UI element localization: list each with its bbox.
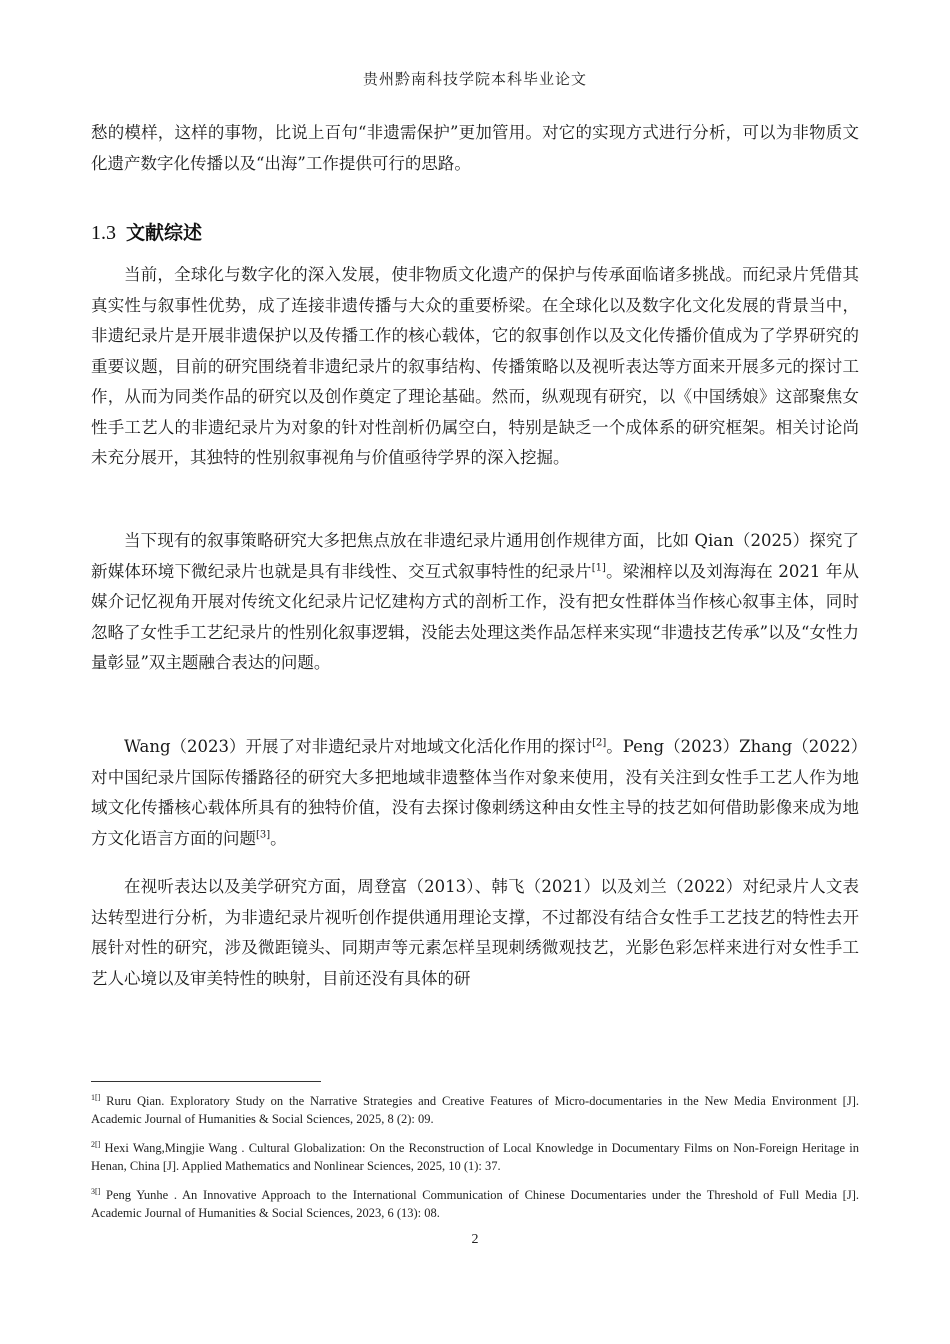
citation-ref-3[interactable]: [3] [256,829,271,840]
paragraph-text: 。梁湘梓以及刘海海在 2021 年从媒介记忆视角开展对传统文化纪录片记忆建构方式的剖析工作，没有把女性群体当作核心叙事主体，同时忽略了女性手工艺纪录片的性别化叙事逻辑，没能去处理这类作品怎样来实现“非遗技艺传承”以及“女性力量彰显”双主题融合表达的问题。 [91,561,860,672]
footnote-mark: 3[] [91,1186,101,1196]
paragraph-narrative-strategy [91,526,859,679]
footnote-divider [91,1081,321,1082]
footnote-1 [91,1092,859,1128]
section-number: 1.3 [91,222,116,244]
footnote-mark: 2[] [91,1139,101,1149]
paragraph-text: Wang（2023）开展了对非遗纪录片对地域文化活化作用的探讨 [124,737,593,756]
footnote-text: Hexi Wang,Mingjie Wang . Cultural Globalization: On the Reconstruction of Local Knowledge in Documentary Films on Non-Foreign Heritage in Henan, China [J]. Applied Mathematics and Nonlinear Sciences, 2025, 10 (1): 37. [91,1141,859,1173]
paragraph-regional-culture [91,732,859,854]
page-header: 贵州黔南科技学院本科毕业论文 [362,70,587,88]
section-heading [91,218,202,245]
paragraph-audiovisual: 在视听表达以及美学研究方面，周登富（2013）、韩飞（2021）以及刘兰（2022）对纪录片人文表达转型进行分析，为非遗纪录片视听创作提供通用理论支撑，不过都没有结合女性手工艺技艺的特性去开展针对性的研究，涉及微距镜头、同期声等元素怎样呈现刺绣微观技艺，光影色彩怎样来进行对女性手工艺人心境以及审美特性的映射，目前还没有具体的研 [91,877,859,988]
paragraph-text: 。Peng（2023）Zhang（2022）对中国纪录片国际传播路径的研究大多把地域非遗整体当作对象来使用，没有关注到女性手工艺人作为地域文化传播核心载体所具有的独特价值，没有去探讨像刺绣这种由女性主导的技艺如何借助影像来成为地方文化语言方面的问题 [91,737,859,848]
paragraph-text: 当下现有的叙事策略研究大多把焦点放在非遗纪录片通用创作规律方面，比如 Qian（2025）探究了新媒体环境下微纪录片也就是具有非线性、交互式叙事特性的纪录片 [91,531,859,581]
footnote-text: Ruru Qian. Exploratory Study on the Narrative Strategies and Creative Features of Micro-documentaries in the New Media Environment [J]. Academic Journal of Humanities & Social Sciences, 2025, 8 (2): 09. [91,1094,860,1126]
page-number: 2 [471,1232,479,1247]
footnote-text: Peng Yunhe . An Innovative Approach to the International Communication of Chinese Documentaries under the Threshold of Full Media [J]. Academic Journal of Humanities & Social Sciences, 2023, 6 (13): 08. [91,1188,859,1220]
section-title: 文献综述 [126,222,203,244]
paragraph-continuation: 愁的模样，这样的事物，比说上百句“非遗需保护”更加管用。对它的实现方式进行分析，可以为非物质文化遗产数字化传播以及“出海”工作提供可行的思路。 [91,123,859,173]
footnote-mark: 1[] [91,1092,101,1102]
footnote-3 [91,1186,859,1222]
citation-ref-1[interactable]: [1] [591,562,606,573]
footnote-2 [91,1139,859,1175]
citation-ref-2[interactable]: [2] [592,737,607,749]
paragraph-intro: 当前，全球化与数字化的深入发展，使非物质文化遗产的保护与传承面临诸多挑战。而纪录片凭借其真实性与叙事性优势，成了连接非遗传播与大众的重要桥梁。在全球化以及数字化文化发展的背景当中，非遗纪录片是开展非遗保护以及传播工作的核心载体，它的叙事创作以及文化传播价值成为了学界研究的重要议题，目前的研究围绕着非遗纪录片的叙事结构、传播策略以及视听表达等方面来开展多元的探讨工作，从而为同类作品的研究以及创作奠定了理论基础。然而，纵观现有研究，以《中国绣娘》这部聚焦女性手工艺人的非遗纪录片为对象的针对性剖析仍属空白，特别是缺乏一个成体系的研究框架。相关讨论尚未充分展开，其独特的性别叙事视角与价值亟待学界的深入挖掘。 [91,265,859,467]
paragraph-text: 。 [270,828,287,848]
